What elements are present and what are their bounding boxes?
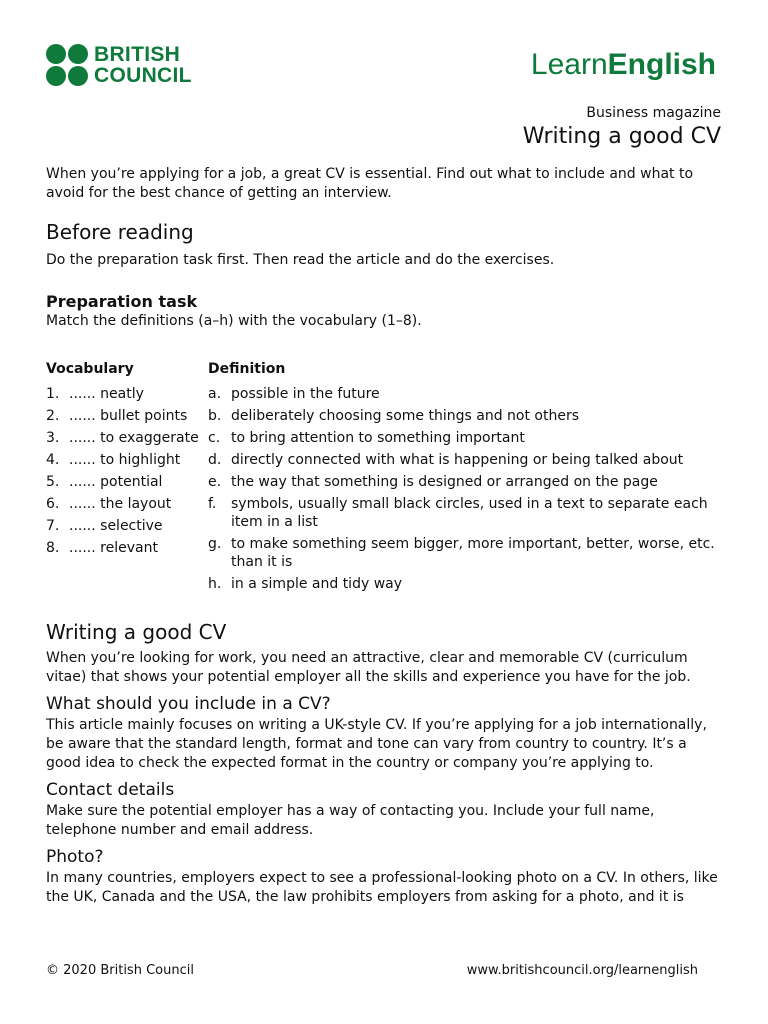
vocab-item: [46, 473, 208, 491]
definition-letter: d.: [208, 452, 222, 468]
definition-letter: a.: [208, 386, 222, 402]
vocab-number: 4.: [46, 452, 60, 468]
article-paragraph-1: When you’re looking for work, you need an attractive, clear and memorable CV (curriculum vitae) that shows your potential employer all the skills and experience you have for the job.: [46, 650, 691, 685]
magazine-title: Writing a good CV: [522, 124, 721, 149]
learnenglish-logo: LearnEnglish: [530, 48, 716, 81]
vocabulary-column: [46, 359, 208, 597]
vocab-item: [46, 429, 208, 447]
vocab-term: ...... the layout: [69, 496, 172, 512]
vocab-number: 6.: [46, 496, 60, 512]
logo-dots-icon: [46, 44, 88, 86]
definition-header: Definition: [208, 361, 286, 377]
british-council-logo: [46, 44, 192, 86]
vocab-term: ...... to highlight: [69, 452, 181, 468]
definition-list: [208, 385, 722, 593]
vocab-item: [46, 495, 208, 513]
definition-item: [208, 451, 722, 469]
before-reading-text: Do the preparation task first. Then read the article and do the exercises.: [46, 252, 555, 268]
definition-letter: f.: [208, 496, 217, 512]
section-text-include: This article mainly focuses on writing a UK-style CV. If you’re applying for a job internationally, be aware that the standard length, format and tone can vary from country to country. It’s a good idea to check the expected format in the country or company you’re applying to.: [46, 717, 707, 771]
vocab-term: ...... bullet points: [69, 408, 188, 424]
definition-letter: e.: [208, 474, 222, 490]
definition-text: to bring attention to something important: [231, 430, 525, 446]
vocab-term: ...... potential: [69, 474, 163, 490]
brand-line-2: COUNCIL: [94, 64, 192, 87]
definition-text: deliberately choosing some things and not others: [231, 408, 580, 424]
vocabulary-list: [46, 385, 208, 557]
section-text-contact: Make sure the potential employer has a way of contacting you. Include your full name, telephone number and email address.: [46, 803, 655, 838]
definition-letter: b.: [208, 408, 222, 424]
definition-text: to make something seem bigger, more important, better, worse, etc. than it is: [231, 536, 715, 570]
preparation-task-heading: Preparation task: [46, 292, 198, 311]
vocab-number: 3.: [46, 430, 60, 446]
vocab-number: 5.: [46, 474, 60, 490]
before-reading-heading: Before reading: [46, 220, 194, 244]
definition-item: [208, 495, 722, 531]
definition-letter: g.: [208, 536, 222, 552]
main-content: [46, 165, 722, 907]
definition-item: [208, 473, 722, 491]
section-heading-photo: Photo?: [46, 847, 104, 867]
definition-text: in a simple and tidy way: [231, 576, 403, 592]
vocab-number: 2.: [46, 408, 60, 424]
vocab-term: ...... selective: [69, 518, 163, 534]
definition-item: [208, 385, 722, 403]
definition-letter: h.: [208, 576, 222, 592]
vocab-term: ...... relevant: [69, 540, 158, 556]
vocab-item: [46, 451, 208, 469]
footer-url: www.britishcouncil.org/learnenglish: [466, 963, 698, 978]
vocab-item: [46, 539, 208, 557]
definition-text: symbols, usually small black circles, used in a text to separate each item in a list: [231, 496, 708, 530]
vocab-number: 7.: [46, 518, 60, 534]
definition-item: [208, 429, 722, 447]
definition-letter: c.: [208, 430, 221, 446]
vocab-item: [46, 385, 208, 403]
section-heading-include: What should you include in a CV?: [46, 694, 331, 714]
definition-item: [208, 535, 722, 571]
vocabulary-header: Vocabulary: [46, 361, 134, 377]
definition-text: directly connected with what is happening or being talked about: [231, 452, 684, 468]
article-heading: Writing a good CV: [46, 620, 227, 644]
matching-exercise: [46, 359, 722, 597]
intro-text: When you’re applying for a job, a great CV is essential. Find out what to include and what to avoid for the best chance of getting an interview.: [46, 166, 694, 201]
preparation-instructions: Match the definitions (a–h) with the vocabulary (1–8).: [46, 313, 422, 329]
vocab-item: [46, 407, 208, 425]
brand-line-1: BRITISH: [94, 43, 181, 66]
section-heading-contact: Contact details: [46, 780, 175, 800]
vocab-item: [46, 517, 208, 535]
vocab-number: 8.: [46, 540, 60, 556]
footer-copyright: © 2020 British Council: [46, 963, 194, 978]
definition-text: possible in the future: [231, 386, 380, 402]
section-text-photo: In many countries, employers expect to see a professional-looking photo on a CV. In others, like the UK, Canada and the USA, the law prohibits employers from asking for a photo, and it is: [46, 870, 718, 905]
definition-item: [208, 407, 722, 425]
definition-item: [208, 575, 722, 593]
vocab-term: ...... to exaggerate: [69, 430, 199, 446]
definition-text: the way that something is designed or arranged on the page: [231, 474, 658, 490]
definition-column: [208, 359, 722, 597]
vocab-term: ...... neatly: [69, 386, 144, 402]
vocab-number: 1.: [46, 386, 60, 402]
magazine-label: Business magazine: [586, 105, 721, 121]
